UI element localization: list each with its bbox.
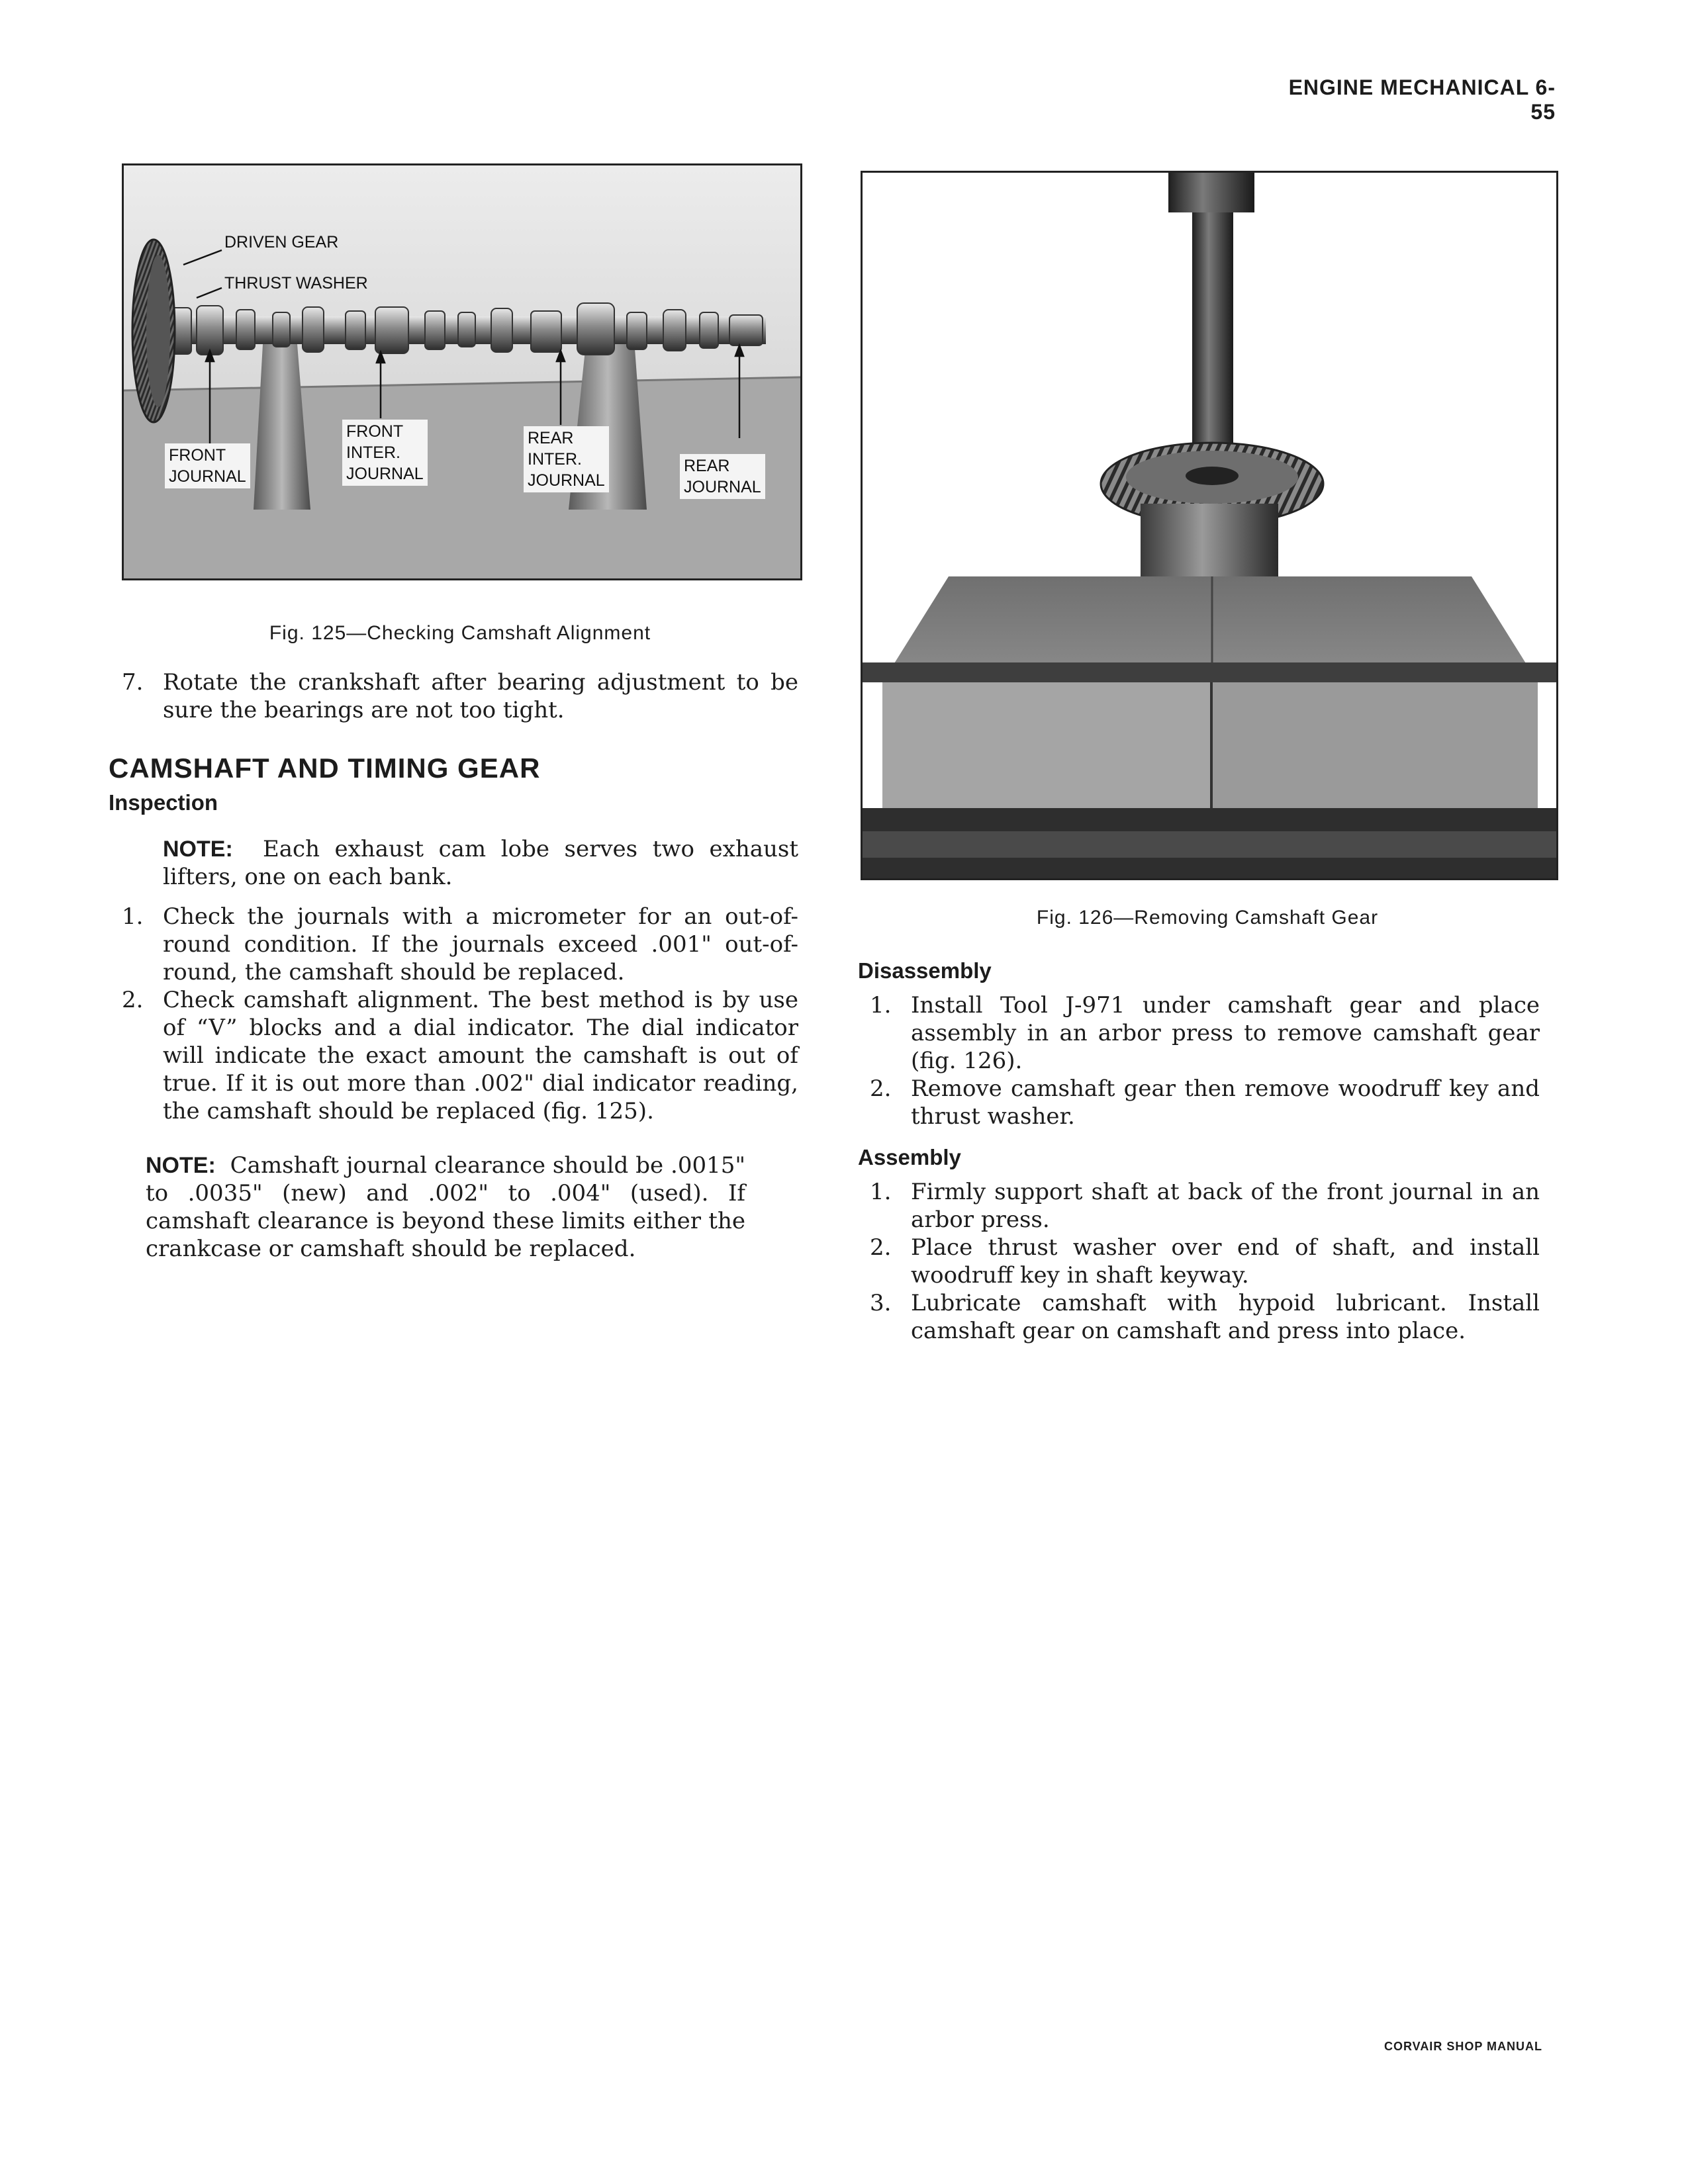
item-number: 2. [870, 1234, 892, 1261]
step-number: 7. [122, 669, 144, 696]
assembly-item-2 [870, 1234, 1540, 1289]
camshaft-photo [124, 165, 800, 578]
right-column [858, 957, 1540, 1345]
figure-126-caption: Fig. 126—Removing Camshaft Gear [1036, 907, 1379, 929]
item-text: Firmly support shaft at back of the front journal in an arbor press. [911, 1179, 1540, 1233]
item-text: Remove camshaft gear then remove woodruff key and thrust washer. [911, 1075, 1540, 1130]
figure-126 [861, 171, 1558, 880]
item-number: 2. [870, 1075, 892, 1102]
item-text: Place thrust washer over end of shaft, and install woodruff key in shaft keyway. [911, 1234, 1540, 1289]
item-number: 3. [870, 1290, 892, 1316]
step-7 [122, 668, 798, 724]
arbor-press-photo [863, 173, 1556, 878]
assembly-title: Assembly [858, 1145, 961, 1169]
label-front-inter-journal: FRONT INTER. JOURNAL [342, 420, 428, 486]
step-text: Rotate the crankshaft after bearing adjustment to be sure the bearings are not too tight. [163, 669, 798, 723]
inspection-item-2 [122, 986, 798, 1125]
item-number: 1. [122, 903, 144, 930]
label-rear-journal: REAR JOURNAL [680, 454, 765, 499]
label-front-journal: FRONT JOURNAL [165, 443, 250, 488]
label-driven-gear: DRIVEN GEAR [224, 233, 339, 251]
item-text: Check the journals with a micrometer for an out-of-round condition. If the journals exceed .001" out-of-round, the camshaft should be replaced. [163, 903, 798, 985]
item-text: Lubricate camshaft with hypoid lubricant. Install camshaft gear on camshaft and press into place. [911, 1290, 1540, 1344]
section-title: CAMSHAFT AND TIMING GEAR [109, 752, 541, 784]
item-number: 2. [122, 987, 144, 1013]
note-1 [163, 835, 798, 891]
assembly-item-1 [870, 1178, 1540, 1234]
note-text: Each exhaust cam lobe serves two exhaust lifters, one on each bank. [163, 836, 798, 890]
assembly-item-3 [870, 1289, 1540, 1345]
figure-125 [122, 163, 802, 580]
footer: CORVAIR SHOP MANUAL [1383, 2040, 1542, 2053]
item-number: 1. [870, 992, 892, 1019]
disassembly-item-1 [870, 991, 1540, 1075]
item-text: Check camshaft alignment. The best method is by use of “V” blocks and a dial indicator. The dial indicator will indicate the exact amount the camshaft is out of true. If it is out more than .002" dial indicator reading, the camshaft should be replaced (fig. 125). [163, 987, 798, 1124]
note-text: Camshaft journal clearance should be .0015" to .0035" (new) and .002" to .004" (used). If camshaft clearance is beyond these limits either the crankcase or camshaft should be replaced. [146, 1152, 746, 1262]
label-thrust-washer: THRUST WASHER [224, 274, 368, 293]
disassembly-title: Disassembly [858, 958, 992, 983]
note-label: NOTE: [146, 1153, 216, 1178]
inspection-title: Inspection [109, 790, 218, 815]
item-text: Install Tool J-971 under camshaft gear and place assembly in an arbor press to remove camshaft gear (fig. 126). [911, 992, 1540, 1074]
note-label: NOTE: [163, 837, 233, 862]
running-head: ENGINE MECHANICAL 6-55 [1288, 75, 1556, 124]
item-number: 1. [870, 1179, 892, 1205]
label-rear-inter-journal: REAR INTER. JOURNAL [524, 426, 609, 492]
left-column [109, 668, 798, 1263]
inspection-item-1 [122, 903, 798, 986]
note-2 [146, 1152, 745, 1263]
disassembly-item-2 [870, 1075, 1540, 1130]
figure-125-caption: Fig. 125—Checking Camshaft Alignment [269, 622, 651, 644]
